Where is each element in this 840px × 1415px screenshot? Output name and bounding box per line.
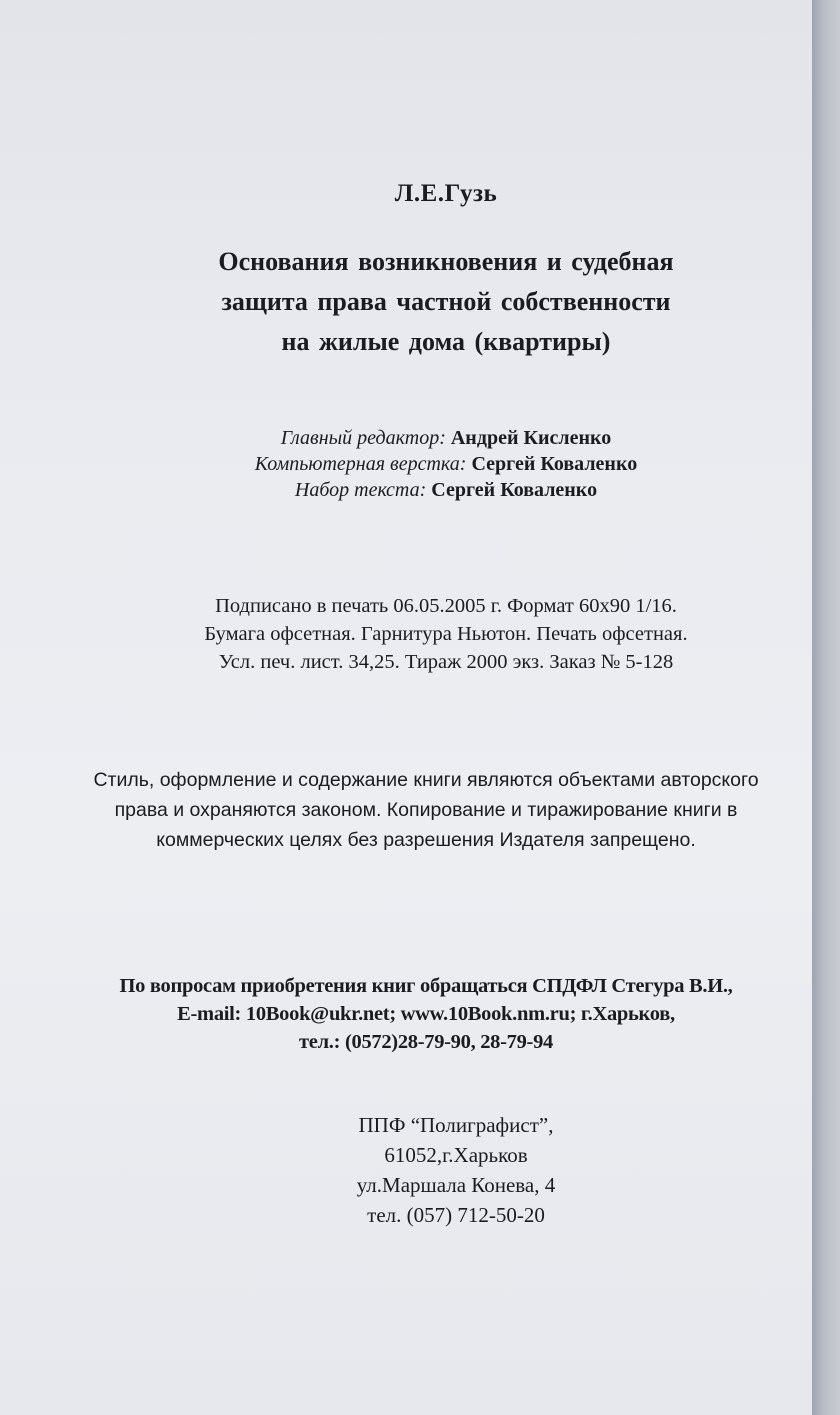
printer-line: ППФ “Полиграфист”, — [358, 1113, 554, 1137]
printer-line: ул.Маршала Конева, 4 — [356, 1173, 556, 1197]
page-edge — [812, 0, 840, 1415]
credit-name: Андрей Кисленко — [450, 427, 612, 449]
title-line: защита права частной собственности — [221, 287, 671, 316]
contact-line: E-mail: 10Book@ukr.net; www.10Book.nm.ru; г.Харьков, — [177, 1003, 675, 1025]
contact-line: тел.: (0572)28-79-90, 28-79-94 — [299, 1031, 553, 1053]
title-line: Основания возникновения и судебная — [218, 247, 674, 276]
print-info-line: Подписано в печать 06.05.2005 г. Формат 60х90 1/16. — [215, 595, 677, 617]
credit-role: Набор текста: — [294, 479, 427, 501]
purchase-contact — [20, 972, 832, 1056]
print-info-line: Бумага офсетная. Гарнитура Ньютон. Печать офсетная. — [204, 623, 688, 645]
printer-info — [50, 1110, 840, 1230]
credit-line — [40, 477, 840, 503]
book-title — [40, 242, 840, 362]
credit-name: Сергей Коваленко — [431, 479, 598, 501]
printer-line: тел. (057) 712-50-20 — [367, 1203, 545, 1227]
printer-line: 61052,г.Харьков — [384, 1143, 528, 1167]
credit-role: Главный редактор: — [280, 427, 446, 449]
print-info — [40, 592, 840, 676]
title-line: на жилые дома (квартиры) — [281, 327, 611, 356]
copyright-line: коммерческих целях без разрешения Издателя запрещено. — [156, 829, 696, 851]
author-name: Л.Е.Гузь — [394, 180, 498, 207]
credit-name: Сергей Коваленко — [471, 453, 638, 475]
contact-line: По вопросам приобретения книг обращаться СПДФЛ Стегура В.И., — [119, 975, 733, 997]
copyright-notice — [20, 765, 832, 855]
credit-line — [40, 451, 840, 477]
copyright-line: Стиль, оформление и содержание книги являются объектами авторского — [93, 769, 759, 791]
credit-line — [40, 425, 840, 451]
print-info-line: Усл. печ. лист. 34,25. Тираж 2000 экз. Заказ № 5-128 — [218, 651, 674, 673]
credit-role: Компьютерная верстка: — [254, 453, 467, 475]
copyright-line: права и охраняются законом. Копирование и тиражирование книги в — [114, 799, 738, 821]
credits — [40, 425, 840, 503]
